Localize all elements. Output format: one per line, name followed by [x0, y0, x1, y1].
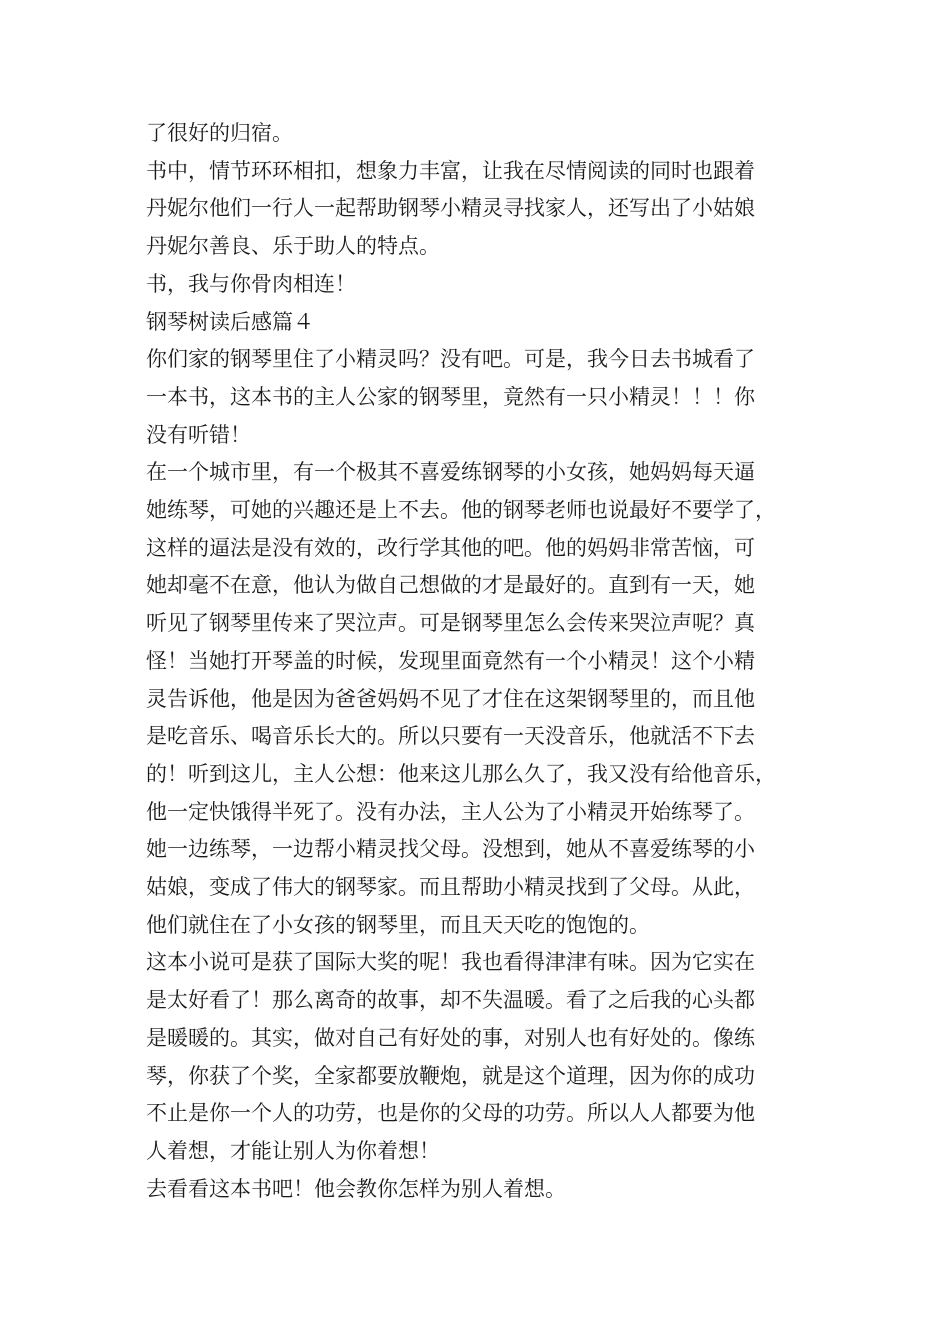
text-line: 书中，情节环环相扣，想象力丰富，让我在尽情阅读的同时也跟着	[146, 158, 755, 183]
paragraph-recommendation	[146, 1171, 816, 1209]
section-heading-text: 钢琴树读后感篇４	[146, 309, 314, 334]
text-line: 人着想，才能让别人为你着想！	[146, 1138, 440, 1163]
text-line: 没有听错！	[146, 422, 251, 447]
text-line: 在一个城市里，有一个极其不喜爱练钢琴的小女孩，她妈妈每天逼	[146, 460, 755, 485]
text-line: 这本小说可是获了国际大奖的呢！我也看得津津有味。因为它实在	[146, 950, 755, 975]
paragraph-opening-question	[146, 341, 816, 454]
text-line: 一本书，这本书的主人公家的钢琴里，竟然有一只小精灵！！！你	[146, 384, 755, 409]
paragraph-book-closing	[146, 266, 816, 304]
text-line: 书，我与你骨肉相连！	[146, 271, 356, 296]
text-line: 是暖暖的。其实，做对自己有好处的事，对别人也有好处的。像练	[146, 1025, 755, 1050]
text-line: 他们就住在了小女孩的钢琴里，而且天天吃的饱饱的。	[146, 912, 650, 937]
text-line: 你们家的钢琴里住了小精灵吗？没有吧。可是，我今日去书城看了	[146, 347, 755, 372]
text-line: 他一定快饿得半死了。没有办法，主人公为了小精灵开始练琴了。	[146, 799, 755, 824]
text-line: 了很好的归宿。	[146, 121, 293, 145]
text-line: 丹妮尔他们一行人一起帮助钢琴小精灵寻找家人，还写出了小姑娘	[146, 196, 755, 221]
text-line: 不止是你一个人的功劳，也是你的父母的功劳。所以人人都要为他	[146, 1101, 755, 1126]
text-line: 是太好看了！那么离奇的故事，却不失温暖。看了之后我的心头都	[146, 988, 755, 1013]
paragraph-book-praise	[146, 153, 816, 266]
text-line: 是吃音乐、喝音乐长大的。所以只要有一天没音乐，他就活不下去	[146, 724, 755, 749]
text-line: 这样的逼法是没有效的，改行学其他的吧。他的妈妈非常苦恼，可	[146, 535, 755, 560]
text-line: 姑娘，变成了伟大的钢琴家。而且帮助小精灵找到了父母。从此，	[146, 875, 755, 900]
text-line: 灵告诉他，他是因为爸爸妈妈不见了才住在这架钢琴里的，而且他	[146, 686, 755, 711]
paragraph-story-summary	[146, 454, 816, 944]
text-line: 丹妮尔善良、乐于助人的特点。	[146, 234, 440, 259]
text-line: 听见了钢琴里传来了哭泣声。可是钢琴里怎么会传来哭泣声呢？真	[146, 611, 755, 636]
text-line: 她却毫不在意，他认为做自己想做的才是最好的。直到有一天，她	[146, 573, 755, 598]
document-body	[146, 115, 816, 1208]
text-line: 怪！当她打开琴盖的时候，发现里面竟然有一个小精灵！这个小精	[146, 648, 755, 673]
text-line: 她练琴，可她的兴趣还是上不去。他的钢琴老师也说最好不要学了，	[146, 498, 776, 523]
section-heading	[146, 304, 816, 342]
paragraph-reflection	[146, 944, 816, 1170]
text-line: 的！听到这儿，主人公想：他来这儿那么久了，我又没有给他音乐，	[146, 761, 776, 786]
text-line: 她一边练琴，一边帮小精灵找父母。没想到，她从不喜爱练琴的小	[146, 837, 755, 862]
paragraph-intro-ending	[146, 115, 816, 153]
text-line: 去看看这本书吧！他会教你怎样为别人着想。	[146, 1176, 566, 1201]
text-line: 琴，你获了个奖，全家都要放鞭炮，就是这个道理，因为你的成功	[146, 1063, 755, 1088]
